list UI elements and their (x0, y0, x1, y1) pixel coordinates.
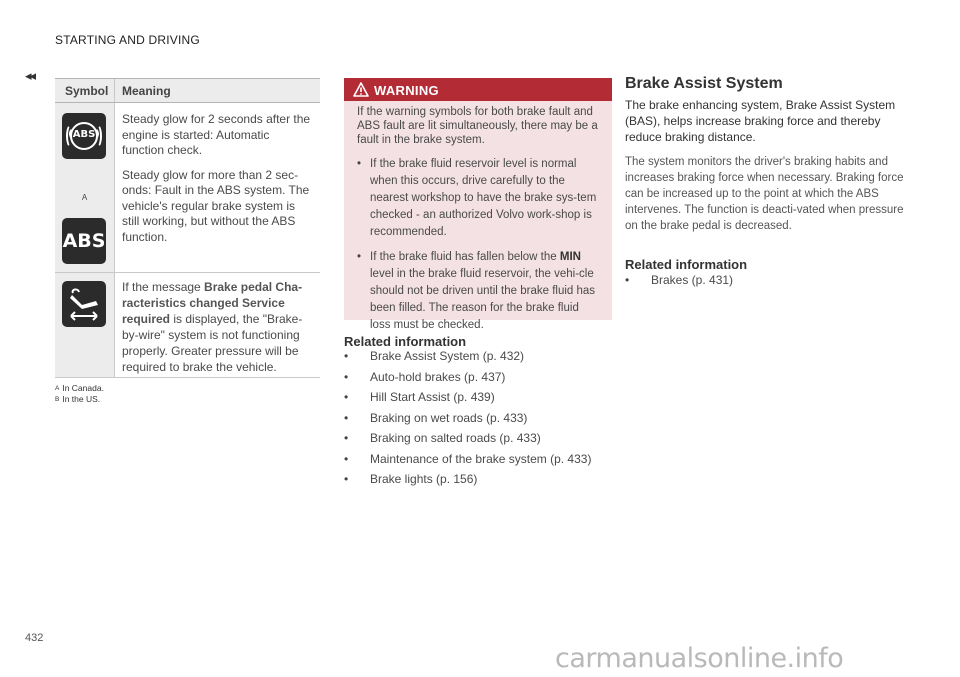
footnote-mark-a: A (81, 193, 88, 202)
column-divider (114, 79, 115, 102)
warning-title: WARNING (374, 83, 439, 98)
symbol-meaning-table (55, 78, 320, 378)
related-link[interactable]: • Brake lights (p. 156) (344, 472, 612, 493)
brake-pedal-characteristics-icon (62, 281, 106, 327)
body-paragraph: The system monitors the driver's braking habits and increases braking force when necessary. Braking force can be increased up to the point at which the ABS intervenes. The function is deacti-vated when pressure on the brake pedal is decreased. (625, 156, 904, 232)
previous-page-icon[interactable]: ◂◂ (25, 68, 35, 83)
min-level-label: MIN (559, 251, 581, 263)
list-item: • If the brake fluid reservoir level is normal when this occurs, drive carefully to the nearest workshop to have the brake sys-tem checked - an authorized Volvo work-shop is recommended. (357, 156, 602, 241)
watermark: carmanualsonline.info (555, 643, 844, 674)
column-header-meaning: Meaning (122, 84, 171, 98)
column-header-symbol: Symbol (65, 84, 109, 98)
symbol-cell (55, 273, 115, 377)
related-link[interactable]: • Maintenance of the brake system (p. 433) (344, 452, 612, 473)
related-link[interactable]: • Braking on wet roads (p. 433) (344, 411, 612, 432)
warning-box (344, 78, 612, 331)
meaning-text: Steady glow for more than 2 sec-onds: Fault in the ABS system. The vehicle's regular brake system is still working, but without the ABS function. (122, 167, 310, 244)
footnote-mark: B (55, 396, 60, 403)
list-item (357, 249, 602, 334)
page-number: 432 (25, 632, 44, 644)
meaning-text: If the message (122, 280, 205, 294)
icon-text: (ABS) (68, 129, 100, 140)
warning-triangle-icon (353, 82, 369, 97)
warning-header (344, 78, 612, 101)
table-row (55, 273, 320, 378)
related-info-heading: Related information (344, 334, 467, 349)
brake-pedal-svg (62, 281, 106, 327)
related-link[interactable]: • Braking on salted roads (p. 433) (344, 431, 612, 452)
meaning-text: Steady glow for 2 seconds after the engine is started: Automatic function check. (122, 112, 311, 157)
related-info-list (625, 273, 915, 287)
list-item-text: If the brake fluid has fallen below the (370, 251, 560, 263)
meaning-cell (122, 273, 320, 375)
related-link[interactable]: • Brakes (p. 431) (625, 273, 915, 287)
footnote-mark: A (55, 385, 60, 392)
warning-list (357, 156, 602, 334)
list-item-text: level in the brake fluid reservoir, the vehi-cle should not be driven until the brake fluid has been filled. The reason for the brake fluid loss must be checked. (370, 268, 596, 331)
section-heading: Brake Assist System (625, 75, 783, 92)
symbol-cell (55, 103, 115, 272)
message-text: Brake pedal Cha-racteristics changed Service required (122, 280, 303, 326)
meaning-text: is displayed, the "Brake-by-wire" system is not functioning properly. Greater pressure will be required to brake the vehicle. (122, 312, 303, 374)
section-title: STARTING AND DRIVING (55, 33, 200, 47)
meaning-cell (122, 103, 320, 245)
abs-warning-icon: ABS (62, 218, 106, 264)
footnote-text: In the US. (62, 394, 101, 404)
footnote (55, 394, 104, 405)
footnote-text: In Canada. (62, 383, 104, 393)
table-row (55, 103, 320, 273)
related-info-heading: Related information (625, 257, 748, 272)
warning-intro: If the warning symbols for both brake fault and ABS fault are lit simultaneously, there may be a fault in the brake system. (357, 106, 598, 146)
lead-paragraph: The brake enhancing system, Brake Assist System (BAS), helps increase braking force and thereby reduce braking distance. (625, 98, 896, 144)
footnote (55, 383, 104, 394)
related-link[interactable]: • Hill Start Assist (p. 439) (344, 390, 612, 411)
abs-warning-circle-icon (62, 113, 106, 159)
related-info-list (344, 349, 612, 493)
warning-body (344, 101, 612, 334)
related-link[interactable]: • Brake Assist System (p. 432) (344, 349, 612, 370)
table-header (55, 78, 320, 103)
related-link[interactable]: • Auto-hold brakes (p. 437) (344, 370, 612, 391)
table-footnotes (55, 383, 104, 405)
